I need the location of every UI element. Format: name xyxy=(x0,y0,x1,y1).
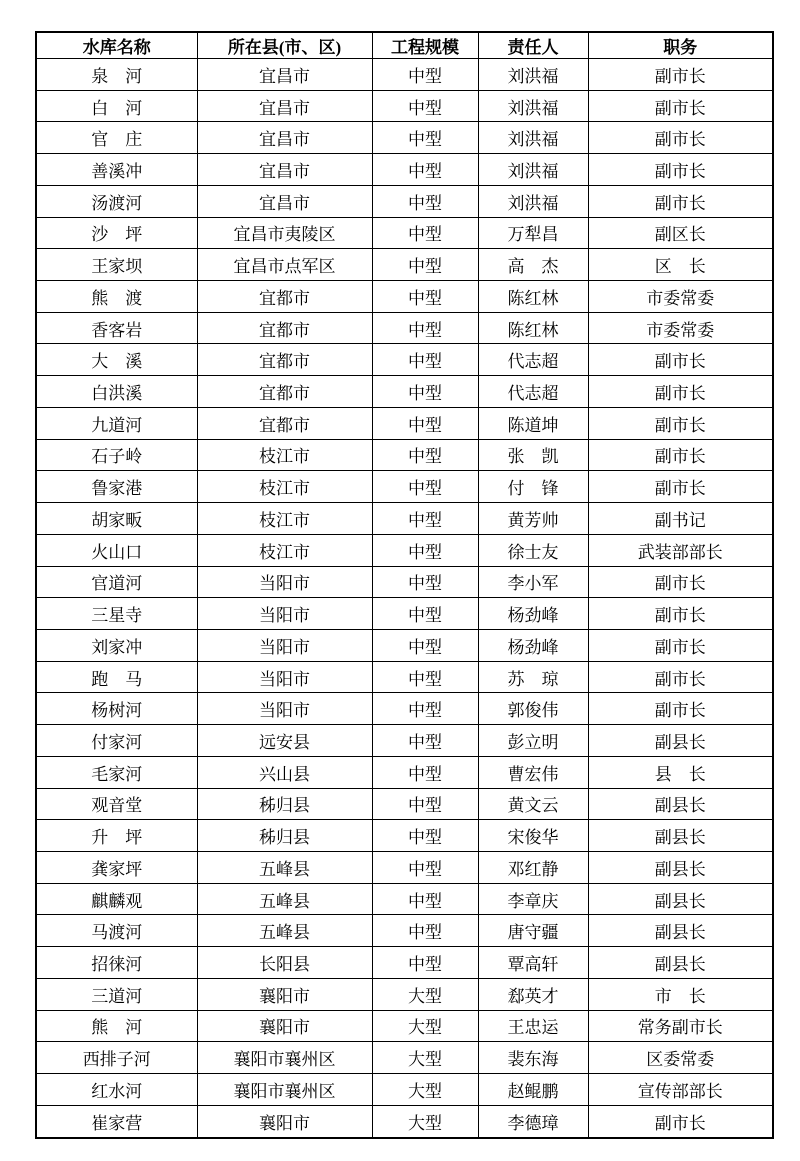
table-cell: 中型 xyxy=(372,788,478,820)
table-row xyxy=(36,471,773,503)
table-cell: 熊 河 xyxy=(36,1010,197,1042)
table-cell: 宜都市 xyxy=(197,281,372,313)
table-cell: 中型 xyxy=(372,820,478,852)
table-cell: 宜昌市 xyxy=(197,90,372,122)
table-cell: 宜都市 xyxy=(197,407,372,439)
table-cell: 郄英才 xyxy=(478,978,588,1010)
table-row xyxy=(36,376,773,408)
table-cell: 大型 xyxy=(372,1010,478,1042)
table-cell: 中型 xyxy=(372,312,478,344)
table-cell: 当阳市 xyxy=(197,566,372,598)
table-cell: 中型 xyxy=(372,344,478,376)
table-row xyxy=(36,661,773,693)
table-cell: 曹宏伟 xyxy=(478,756,588,788)
table-cell: 杨劲峰 xyxy=(478,629,588,661)
table-cell: 官 庄 xyxy=(36,122,197,154)
table-cell: 中型 xyxy=(372,503,478,535)
table-cell: 中型 xyxy=(372,122,478,154)
header-cell-reservoir-name: 水库名称 xyxy=(36,32,197,59)
table-cell: 副市长 xyxy=(588,1105,773,1138)
table-cell: 当阳市 xyxy=(197,661,372,693)
table-cell: 副市长 xyxy=(588,59,773,91)
table-cell: 裴东海 xyxy=(478,1042,588,1074)
table-cell: 宜昌市 xyxy=(197,122,372,154)
table-cell: 县 长 xyxy=(588,756,773,788)
table-cell: 胡家畈 xyxy=(36,503,197,535)
table-cell: 中型 xyxy=(372,90,478,122)
table-cell: 唐守疆 xyxy=(478,915,588,947)
table-cell: 徐士友 xyxy=(478,534,588,566)
table-cell: 刘洪福 xyxy=(478,185,588,217)
table-cell: 区委常委 xyxy=(588,1042,773,1074)
table-header-row xyxy=(36,32,773,59)
table-cell: 副市长 xyxy=(588,376,773,408)
table-row xyxy=(36,122,773,154)
table-cell: 刘家冲 xyxy=(36,629,197,661)
table-cell: 马渡河 xyxy=(36,915,197,947)
table-cell: 善溪冲 xyxy=(36,154,197,186)
table-cell: 宜昌市点军区 xyxy=(197,249,372,281)
table-cell: 中型 xyxy=(372,154,478,186)
table-cell: 中型 xyxy=(372,566,478,598)
table-cell: 区 长 xyxy=(588,249,773,281)
table-cell: 宋俊华 xyxy=(478,820,588,852)
table-cell: 五峰县 xyxy=(197,915,372,947)
table-cell: 枝江市 xyxy=(197,471,372,503)
table-cell: 枝江市 xyxy=(197,534,372,566)
table-cell: 襄阳市襄州区 xyxy=(197,1042,372,1074)
table-row xyxy=(36,534,773,566)
table-cell: 副市长 xyxy=(588,344,773,376)
table-cell: 副区长 xyxy=(588,217,773,249)
table-row xyxy=(36,915,773,947)
header-cell-location: 所在县(市、区) xyxy=(197,32,372,59)
table-row xyxy=(36,820,773,852)
table-cell: 熊 渡 xyxy=(36,281,197,313)
table-cell: 三星寺 xyxy=(36,598,197,630)
header-cell-project-scale: 工程规模 xyxy=(372,32,478,59)
table-cell: 副县长 xyxy=(588,820,773,852)
table-cell: 中型 xyxy=(372,407,478,439)
table-cell: 副市长 xyxy=(588,122,773,154)
table-cell: 副市长 xyxy=(588,598,773,630)
table-cell: 官道河 xyxy=(36,566,197,598)
table-cell: 王忠运 xyxy=(478,1010,588,1042)
table-row xyxy=(36,1010,773,1042)
table-cell: 李德璋 xyxy=(478,1105,588,1138)
header-cell-position: 职务 xyxy=(588,32,773,59)
table-cell: 枝江市 xyxy=(197,439,372,471)
table-cell: 襄阳市 xyxy=(197,1105,372,1138)
table-cell: 副县长 xyxy=(588,947,773,979)
table-row xyxy=(36,629,773,661)
table-cell: 观音堂 xyxy=(36,788,197,820)
table-row xyxy=(36,851,773,883)
table-cell: 副县长 xyxy=(588,788,773,820)
table-row xyxy=(36,788,773,820)
table-row xyxy=(36,217,773,249)
table-row xyxy=(36,883,773,915)
table-cell: 李小军 xyxy=(478,566,588,598)
table-cell: 副市长 xyxy=(588,154,773,186)
table-row xyxy=(36,947,773,979)
table-cell: 大 溪 xyxy=(36,344,197,376)
table-cell: 九道河 xyxy=(36,407,197,439)
table-row xyxy=(36,978,773,1010)
table-cell: 刘洪福 xyxy=(478,59,588,91)
table-cell: 彭立明 xyxy=(478,725,588,757)
table-cell: 覃高轩 xyxy=(478,947,588,979)
table-cell: 陈红林 xyxy=(478,312,588,344)
table-cell: 西排子河 xyxy=(36,1042,197,1074)
table-row xyxy=(36,1074,773,1106)
table-cell: 跑 马 xyxy=(36,661,197,693)
table-cell: 副市长 xyxy=(588,629,773,661)
table-cell: 兴山县 xyxy=(197,756,372,788)
table-cell: 中型 xyxy=(372,281,478,313)
table-row xyxy=(36,693,773,725)
table-cell: 中型 xyxy=(372,851,478,883)
table-cell: 鲁家港 xyxy=(36,471,197,503)
table-cell: 副市长 xyxy=(588,566,773,598)
table-row xyxy=(36,756,773,788)
table-cell: 石子岭 xyxy=(36,439,197,471)
table-cell: 红水河 xyxy=(36,1074,197,1106)
table-row xyxy=(36,154,773,186)
table-cell: 武装部部长 xyxy=(588,534,773,566)
table-cell: 黄文云 xyxy=(478,788,588,820)
table-cell: 副市长 xyxy=(588,185,773,217)
table-cell: 远安县 xyxy=(197,725,372,757)
table-cell: 中型 xyxy=(372,756,478,788)
table-cell: 刘洪福 xyxy=(478,122,588,154)
table-cell: 白洪溪 xyxy=(36,376,197,408)
table-cell: 宜都市 xyxy=(197,312,372,344)
table-row xyxy=(36,598,773,630)
table-row xyxy=(36,59,773,91)
table-cell: 三道河 xyxy=(36,978,197,1010)
table-row xyxy=(36,90,773,122)
table-cell: 龚家坪 xyxy=(36,851,197,883)
table-cell: 王家坝 xyxy=(36,249,197,281)
table-body xyxy=(36,59,773,1139)
table-cell: 副市长 xyxy=(588,471,773,503)
table-cell: 襄阳市 xyxy=(197,1010,372,1042)
table-row xyxy=(36,185,773,217)
table-cell: 副县长 xyxy=(588,915,773,947)
table-cell: 秭归县 xyxy=(197,788,372,820)
table-cell: 副市长 xyxy=(588,661,773,693)
table-cell: 杨树河 xyxy=(36,693,197,725)
table-cell: 副书记 xyxy=(588,503,773,535)
table-row xyxy=(36,344,773,376)
table-cell: 万犁昌 xyxy=(478,217,588,249)
table-cell: 五峰县 xyxy=(197,883,372,915)
table-cell: 宜都市 xyxy=(197,344,372,376)
table-cell: 襄阳市襄州区 xyxy=(197,1074,372,1106)
table-cell: 副县长 xyxy=(588,851,773,883)
table-cell: 大型 xyxy=(372,1074,478,1106)
table-row xyxy=(36,439,773,471)
table-cell: 刘洪福 xyxy=(478,90,588,122)
table-cell: 赵鲲鹏 xyxy=(478,1074,588,1106)
table-cell: 火山口 xyxy=(36,534,197,566)
table-row xyxy=(36,566,773,598)
table-row xyxy=(36,407,773,439)
table-row xyxy=(36,249,773,281)
table-cell: 白 河 xyxy=(36,90,197,122)
table-cell: 当阳市 xyxy=(197,693,372,725)
table-cell: 中型 xyxy=(372,471,478,503)
table-row xyxy=(36,1105,773,1138)
table-cell: 中型 xyxy=(372,217,478,249)
table-cell: 市委常委 xyxy=(588,281,773,313)
table-cell: 宜都市 xyxy=(197,376,372,408)
table-cell: 香客岩 xyxy=(36,312,197,344)
table-cell: 郭俊伟 xyxy=(478,693,588,725)
table-cell: 升 坪 xyxy=(36,820,197,852)
table-cell: 邓红静 xyxy=(478,851,588,883)
table-cell: 汤渡河 xyxy=(36,185,197,217)
header-cell-responsible-person: 责任人 xyxy=(478,32,588,59)
table-cell: 副县长 xyxy=(588,725,773,757)
table-cell: 苏 琼 xyxy=(478,661,588,693)
table-cell: 副市长 xyxy=(588,407,773,439)
table-cell: 五峰县 xyxy=(197,851,372,883)
reservoir-responsibility-table xyxy=(35,31,774,1139)
table-cell: 襄阳市 xyxy=(197,978,372,1010)
table-cell: 宣传部部长 xyxy=(588,1074,773,1106)
table-cell: 麒麟观 xyxy=(36,883,197,915)
table-cell: 秭归县 xyxy=(197,820,372,852)
table-cell: 中型 xyxy=(372,439,478,471)
table-cell: 市 长 xyxy=(588,978,773,1010)
table-cell: 杨劲峰 xyxy=(478,598,588,630)
table-cell: 宜昌市 xyxy=(197,154,372,186)
table-cell: 黄芳帅 xyxy=(478,503,588,535)
table-cell: 沙 坪 xyxy=(36,217,197,249)
table-row xyxy=(36,312,773,344)
table-cell: 中型 xyxy=(372,915,478,947)
table-cell: 当阳市 xyxy=(197,629,372,661)
table-cell: 长阳县 xyxy=(197,947,372,979)
table-cell: 代志超 xyxy=(478,344,588,376)
table-cell: 崔家营 xyxy=(36,1105,197,1138)
table-cell: 中型 xyxy=(372,883,478,915)
table-cell: 大型 xyxy=(372,978,478,1010)
table-cell: 副县长 xyxy=(588,883,773,915)
table-cell: 李章庆 xyxy=(478,883,588,915)
table-cell: 陈道坤 xyxy=(478,407,588,439)
table-cell: 付 锋 xyxy=(478,471,588,503)
table-cell: 中型 xyxy=(372,693,478,725)
table-cell: 大型 xyxy=(372,1042,478,1074)
table-cell: 中型 xyxy=(372,725,478,757)
table-cell: 当阳市 xyxy=(197,598,372,630)
table-cell: 付家河 xyxy=(36,725,197,757)
table-cell: 枝江市 xyxy=(197,503,372,535)
table-row xyxy=(36,1042,773,1074)
table-cell: 中型 xyxy=(372,661,478,693)
table-cell: 副市长 xyxy=(588,90,773,122)
table-cell: 中型 xyxy=(372,59,478,91)
table-cell: 市委常委 xyxy=(588,312,773,344)
table-row xyxy=(36,503,773,535)
table-cell: 高 杰 xyxy=(478,249,588,281)
table-cell: 副市长 xyxy=(588,693,773,725)
table-cell: 副市长 xyxy=(588,439,773,471)
table-cell: 毛家河 xyxy=(36,756,197,788)
table-cell: 中型 xyxy=(372,376,478,408)
table-cell: 招徕河 xyxy=(36,947,197,979)
table-row xyxy=(36,725,773,757)
table-cell: 中型 xyxy=(372,598,478,630)
table-cell: 宜昌市夷陵区 xyxy=(197,217,372,249)
table-cell: 中型 xyxy=(372,947,478,979)
table-cell: 代志超 xyxy=(478,376,588,408)
table-cell: 常务副市长 xyxy=(588,1010,773,1042)
table-cell: 宜昌市 xyxy=(197,59,372,91)
table-cell: 中型 xyxy=(372,534,478,566)
table-cell: 中型 xyxy=(372,249,478,281)
table-cell: 张 凯 xyxy=(478,439,588,471)
table-cell: 刘洪福 xyxy=(478,154,588,186)
table-cell: 宜昌市 xyxy=(197,185,372,217)
table-cell: 大型 xyxy=(372,1105,478,1138)
table-cell: 泉 河 xyxy=(36,59,197,91)
table-cell: 中型 xyxy=(372,185,478,217)
table-cell: 中型 xyxy=(372,629,478,661)
table-row xyxy=(36,281,773,313)
table-cell: 陈红林 xyxy=(478,281,588,313)
